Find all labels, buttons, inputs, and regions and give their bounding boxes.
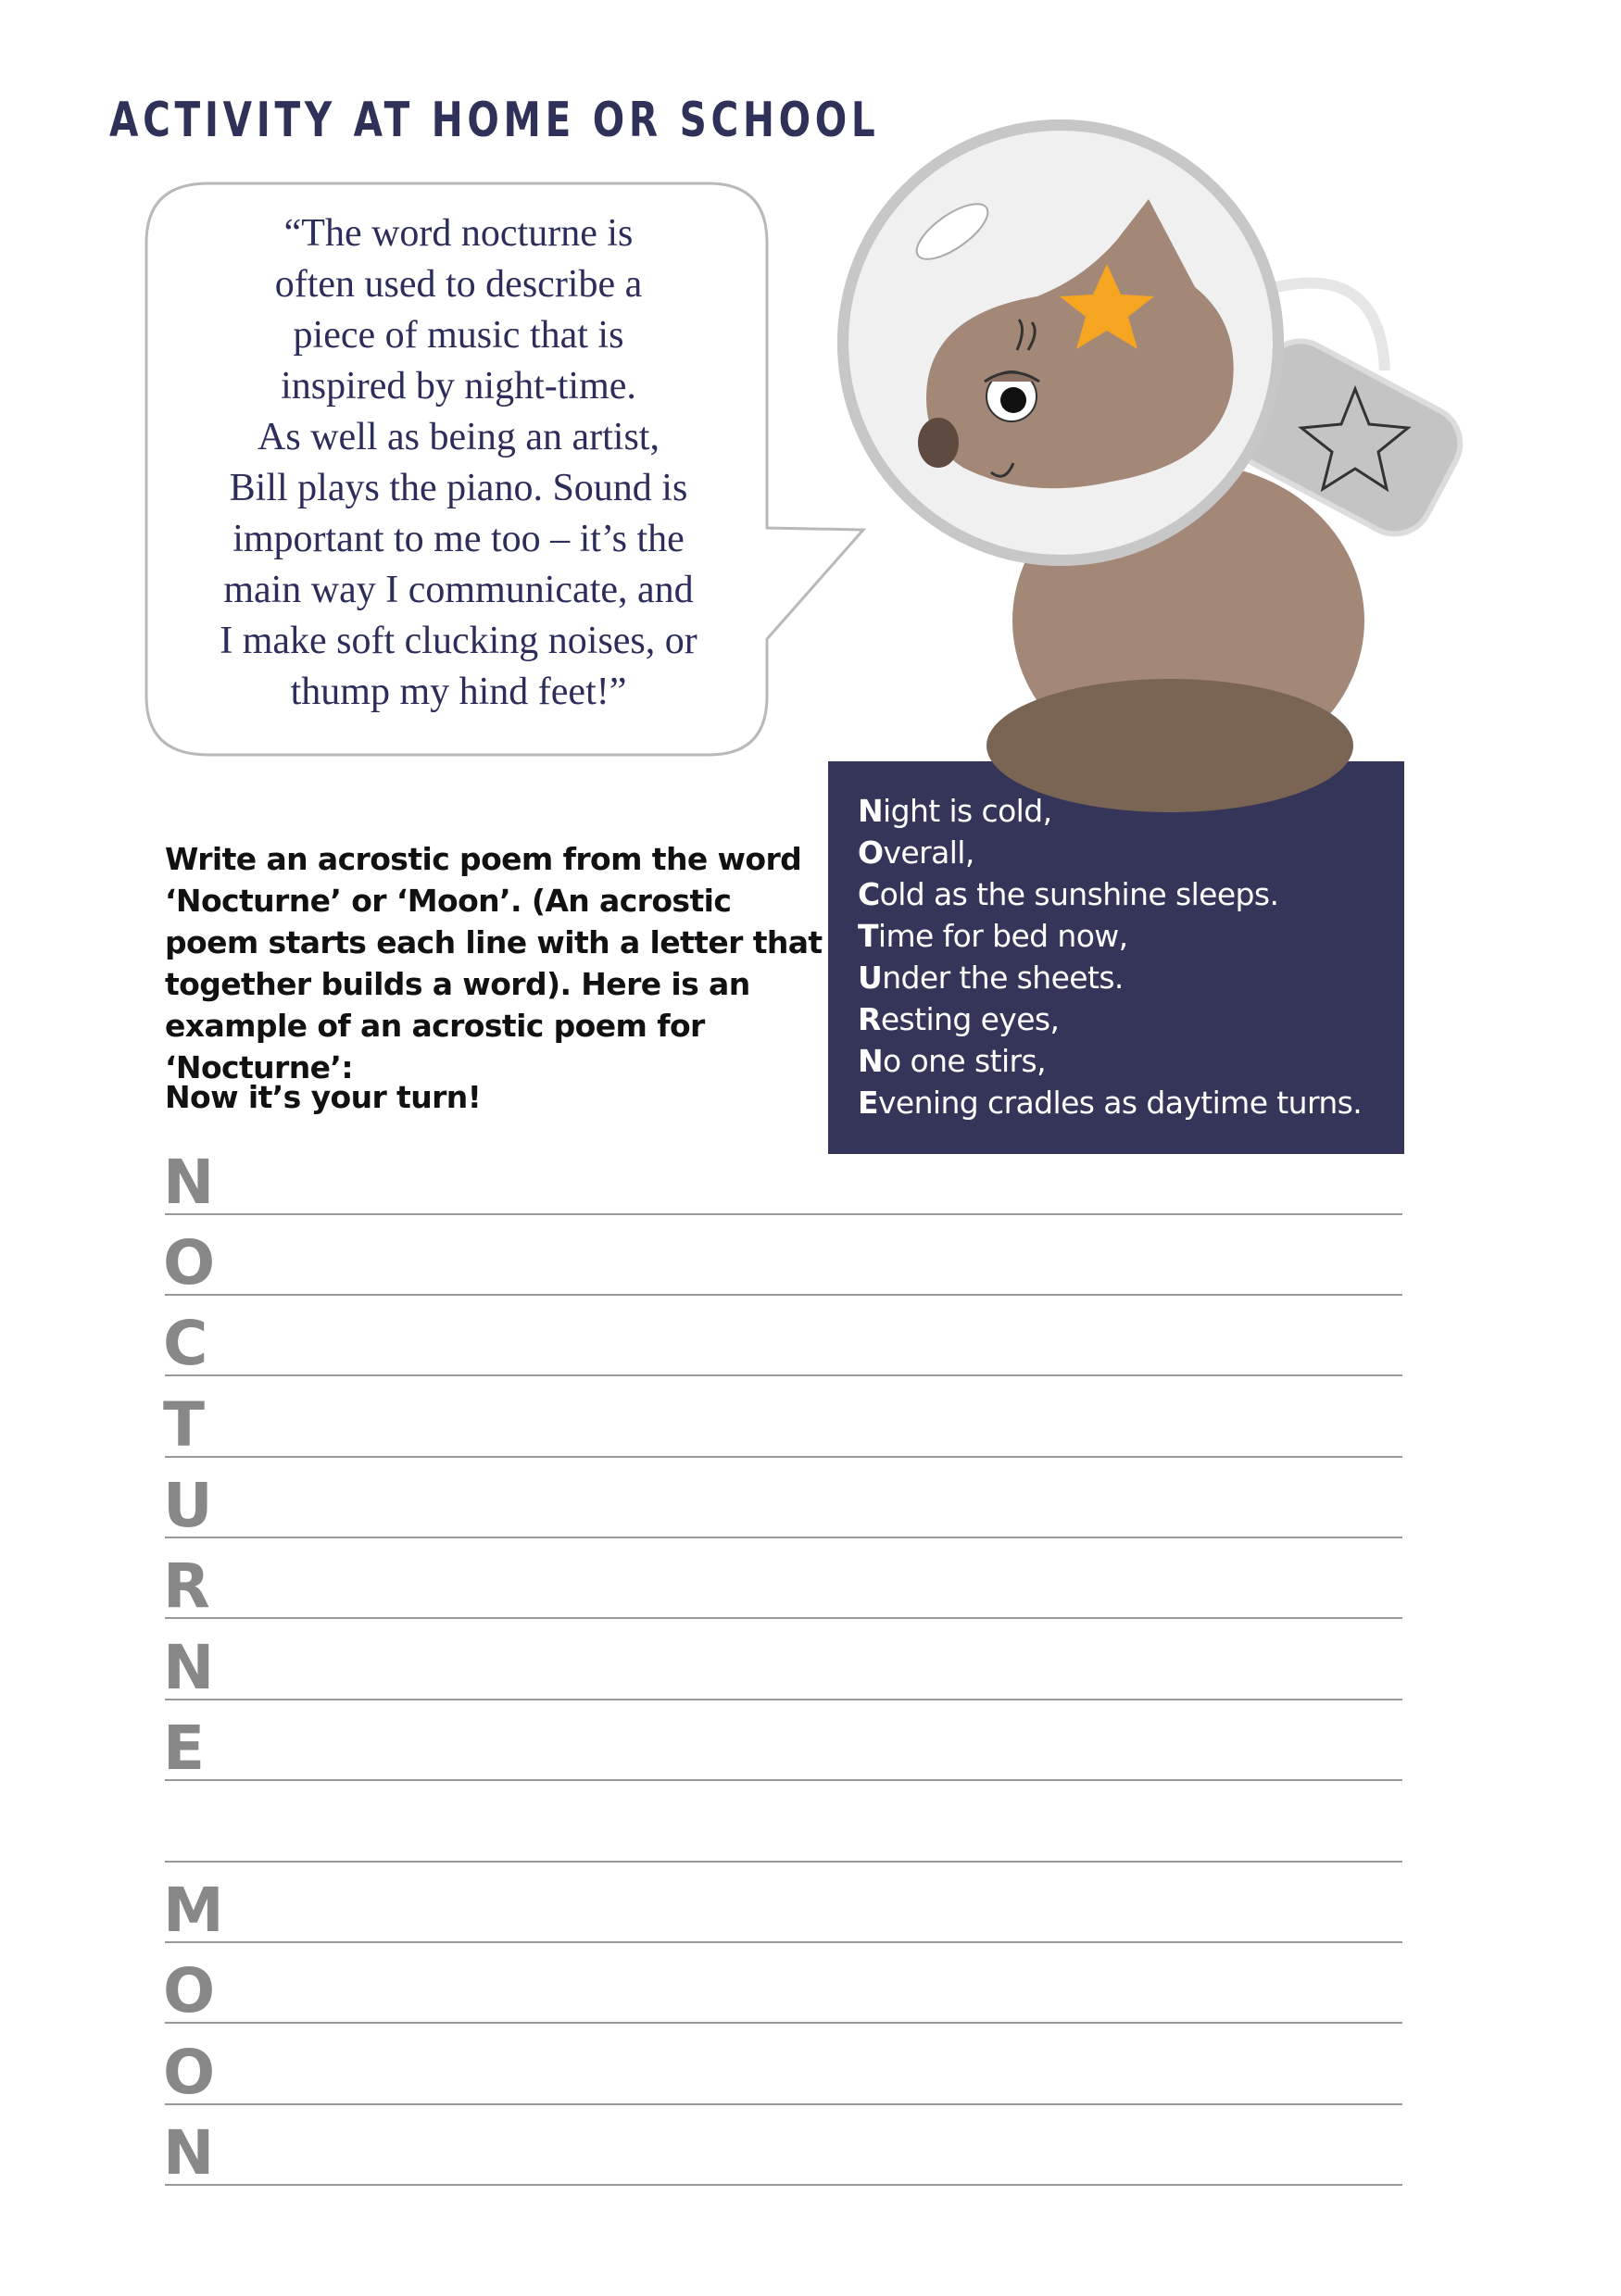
quote-line: inspired by night-time.: [281, 365, 636, 408]
guide-letter: O: [163, 1227, 216, 1299]
quote-line: I make soft clucking noises, or: [220, 620, 697, 662]
quote-line: piece of music that is: [293, 314, 624, 357]
guide-letter: O: [163, 2037, 216, 2108]
guide-letter: R: [163, 1550, 210, 1622]
your-turn-text: Now it’s your turn!: [165, 1079, 482, 1115]
writing-line-n[interactable]: [163, 1135, 1402, 1218]
guide-letter: T: [163, 1389, 206, 1461]
writing-line-n[interactable]: [163, 1621, 1402, 1703]
quote-line: often used to describe a: [274, 263, 643, 306]
quote-line: “The word nocturne is: [283, 212, 634, 255]
writing-line-r[interactable]: [163, 1539, 1402, 1622]
poem-line: Night is cold,: [858, 793, 1052, 829]
quote-line: As well as being an artist,: [258, 416, 660, 458]
quote-line: important to me too – it’s the: [232, 518, 685, 560]
writing-line-c[interactable]: [163, 1297, 1402, 1379]
guide-letter: U: [163, 1470, 213, 1541]
writing-line-m[interactable]: [163, 1863, 1402, 1946]
poem-line: Under the sheets.: [858, 960, 1124, 996]
writing-line-o[interactable]: [163, 2026, 1402, 2108]
poem-line: Cold as the sunshine sleeps.: [858, 876, 1279, 912]
writing-line-blank[interactable]: [165, 1783, 1402, 1863]
writing-line-o[interactable]: [165, 1944, 1402, 2024]
instructions-text: Write an acrostic poem from the word ‘Nocturne’ or ‘Moon’. (An acrostic poem starts each line with a letter that together builds a word). Here is an example of an acrostic poem for ‘Nocturne’:: [165, 841, 823, 1085]
quote-line: thump my hind feet!”: [290, 671, 627, 713]
guide-letter: E: [163, 1713, 206, 1784]
guide-letter: N: [163, 1147, 215, 1218]
poem-line: Overall,: [858, 834, 974, 871]
guide-letter: C: [163, 1308, 208, 1379]
page-title: ACTIVITY AT HOME OR SCHOOL: [109, 93, 880, 148]
poem-line: No one stirs,: [858, 1043, 1046, 1079]
guide-letter: O: [163, 1955, 216, 2026]
writing-line-o[interactable]: [163, 1216, 1402, 1299]
writing-line-n[interactable]: [163, 2106, 1402, 2189]
quote-line: Bill plays the piano. Sound is: [229, 467, 688, 509]
space-helmet-character: [0, 0, 1621, 834]
guide-letter: N: [163, 2117, 215, 2189]
quote-line: main way I communicate, and: [223, 569, 694, 611]
example-poem: [858, 790, 1362, 1123]
writing-line-e[interactable]: [163, 1701, 1402, 1784]
writing-line-t[interactable]: [163, 1378, 1402, 1461]
guide-letter: N: [163, 1632, 215, 1703]
writing-line-u[interactable]: [163, 1459, 1402, 1541]
poem-line: Resting eyes,: [858, 1001, 1060, 1037]
poem-line: Time for bed now,: [858, 918, 1128, 954]
poem-line: Evening cradles as daytime turns.: [858, 1085, 1363, 1121]
guide-letter: M: [163, 1875, 224, 1946]
